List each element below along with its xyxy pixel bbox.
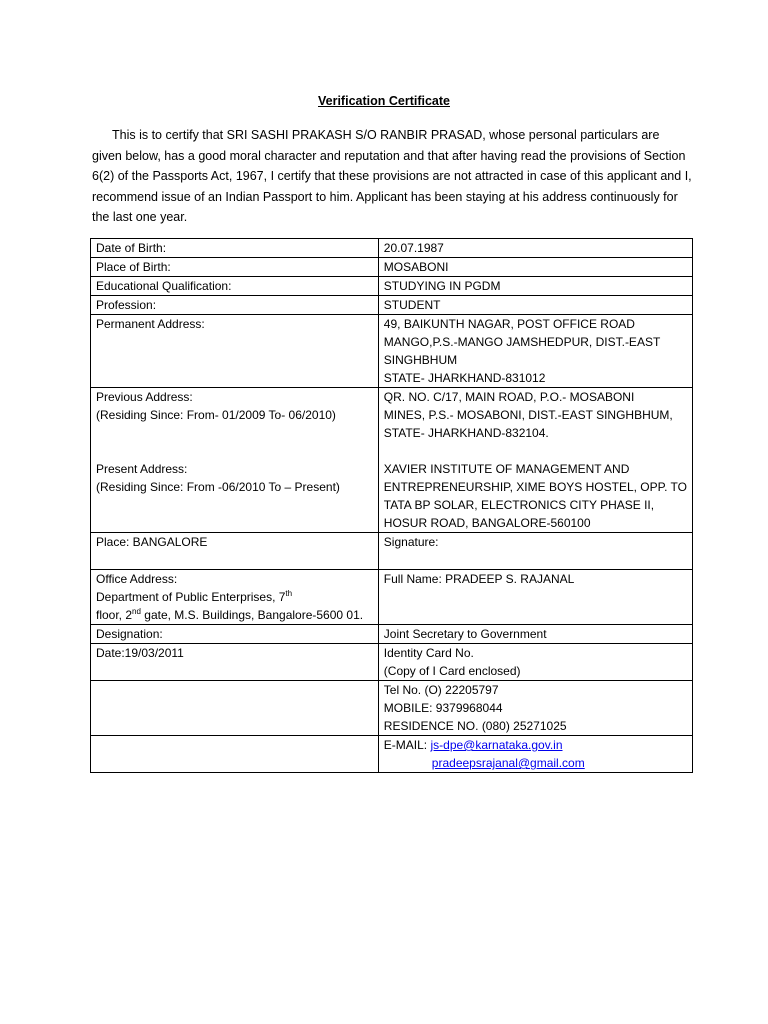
spacer bbox=[384, 442, 687, 460]
email-label: E-MAIL: bbox=[383, 738, 431, 752]
profession-value: STUDENT bbox=[378, 296, 692, 315]
date-cell: Date:19/03/2011 bbox=[91, 644, 379, 681]
table-row bbox=[91, 681, 693, 736]
permanent-address-value bbox=[378, 315, 692, 388]
address-line: HOSUR ROAD, BANGALORE-560100 bbox=[383, 516, 591, 530]
table-row bbox=[91, 239, 693, 258]
table-row bbox=[91, 644, 693, 681]
contact-numbers-cell bbox=[378, 681, 692, 736]
particulars-table bbox=[90, 238, 693, 773]
table-row bbox=[91, 625, 693, 644]
intro-paragraph bbox=[92, 125, 692, 228]
email-line bbox=[384, 736, 687, 754]
empty-cell bbox=[91, 736, 379, 773]
address-line: TATA BP SOLAR, ELECTRONICS CITY PHASE II, bbox=[383, 498, 655, 512]
office-line1-text: Department of Public Enterprises, 7 bbox=[96, 590, 286, 604]
pob-label: Place of Birth: bbox=[91, 258, 379, 277]
office-address-label: Office Address: bbox=[96, 572, 178, 586]
place-cell: Place: BANGALORE bbox=[91, 533, 379, 570]
table-row bbox=[91, 736, 693, 773]
document-title: Verification Certificate bbox=[318, 94, 450, 108]
identity-card-cell bbox=[378, 644, 692, 681]
present-address-label: Present Address: bbox=[96, 462, 188, 476]
previous-address-label: Previous Address: bbox=[96, 390, 193, 404]
address-line: 49, BAIKUNTH NAGAR, POST OFFICE ROAD bbox=[383, 317, 635, 331]
previous-address-since: (Residing Since: From- 01/2009 To- 06/2010) bbox=[96, 408, 336, 422]
edu-label: Educational Qualification: bbox=[91, 277, 379, 296]
profession-label: Profession: bbox=[91, 296, 379, 315]
address-line: MINES, P.S.- MOSABONI, DIST.-EAST SINGHBHUM, bbox=[383, 408, 673, 422]
email-line bbox=[384, 754, 687, 772]
address-line: SINGHBHUM bbox=[383, 353, 458, 367]
address-line: XAVIER INSTITUTE OF MANAGEMENT AND bbox=[383, 462, 630, 476]
previous-present-address-labels bbox=[91, 388, 379, 533]
spacer bbox=[96, 442, 373, 460]
table-row bbox=[91, 277, 693, 296]
table-row bbox=[91, 533, 693, 570]
address-line: STATE- JHARKHAND-831012 bbox=[383, 371, 546, 385]
empty-cell bbox=[91, 681, 379, 736]
address-line: ENTREPRENEURSHIP, XIME BOYS HOSTEL, OPP. TO bbox=[383, 480, 687, 494]
permanent-address-label: Permanent Address: bbox=[91, 315, 379, 388]
edu-value: STUDYING IN PGDM bbox=[378, 277, 692, 296]
dob-label: Date of Birth: bbox=[91, 239, 379, 258]
signature-cell: Signature: bbox=[378, 533, 692, 570]
email-link-official[interactable]: js-dpe@karnataka.gov.in bbox=[430, 738, 563, 752]
pob-value: MOSABONI bbox=[378, 258, 692, 277]
superscript: nd bbox=[132, 607, 141, 616]
office-line2-text: floor, 2 bbox=[96, 608, 133, 622]
previous-present-address-values bbox=[378, 388, 692, 533]
residence-number: RESIDENCE NO. (080) 25271025 bbox=[383, 719, 567, 733]
table-row bbox=[91, 258, 693, 277]
full-name-cell: Full Name: PRADEEP S. RAJANAL bbox=[378, 570, 692, 625]
telephone-office: Tel No. (O) 22205797 bbox=[383, 683, 499, 697]
mobile-number: MOBILE: 9379968044 bbox=[383, 701, 503, 715]
identity-card-label: Identity Card No. bbox=[383, 646, 474, 660]
office-line2-rest: gate, M.S. Buildings, Bangalore-5600 01. bbox=[140, 608, 364, 622]
spacer bbox=[96, 424, 373, 442]
identity-card-note: (Copy of I Card enclosed) bbox=[383, 664, 521, 678]
designation-label: Designation: bbox=[91, 625, 379, 644]
office-address-cell bbox=[91, 570, 379, 625]
address-line: STATE- JHARKHAND-832104. bbox=[383, 426, 549, 440]
office-address-line bbox=[96, 588, 373, 606]
address-line: MANGO,P.S.-MANGO JAMSHEDPUR, DIST.-EAST bbox=[383, 335, 661, 349]
table-row bbox=[91, 296, 693, 315]
designation-value: Joint Secretary to Government bbox=[378, 625, 692, 644]
present-address-since: (Residing Since: From -06/2010 To – Present) bbox=[96, 480, 340, 494]
email-link-personal[interactable]: pradeepsrajanal@gmail.com bbox=[431, 756, 585, 770]
address-line: QR. NO. C/17, MAIN ROAD, P.O.- MOSABONI bbox=[383, 390, 635, 404]
superscript: th bbox=[285, 589, 293, 598]
table-row bbox=[91, 315, 693, 388]
table-row bbox=[91, 388, 693, 533]
table-row bbox=[91, 570, 693, 625]
email-cell bbox=[378, 736, 692, 773]
office-address-line bbox=[96, 606, 373, 624]
dob-value: 20.07.1987 bbox=[378, 239, 692, 258]
intro-text: This is to certify that SRI SASHI PRAKASH S/O RANBIR PRASAD, whose personal particulars are given below, has a good moral character and reputation and that after having read the provisions of Section 6(2) of the Passports Act, 1967, I certify that these provisions are not attracted in case of this applicant and I, recommend issue of an Indian Passport to him. Applicant has been staying at his address continuously for the last one year. bbox=[92, 128, 692, 224]
